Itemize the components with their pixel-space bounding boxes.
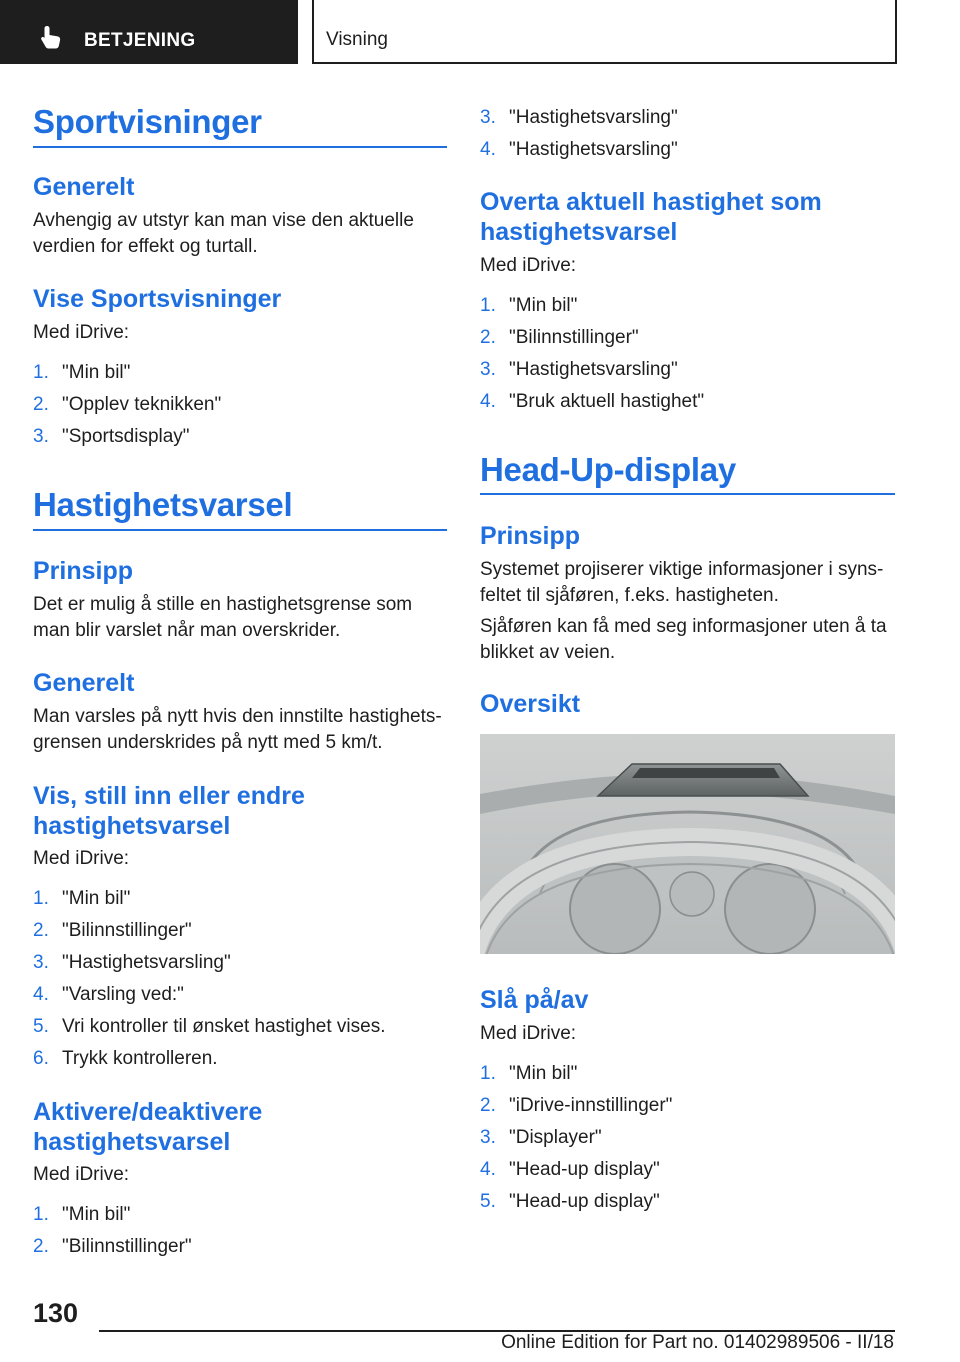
- paragraph-line: Det er mulig å stille en hastighetsgrense som: [33, 594, 413, 615]
- list-text: "Hastighetsvarsling": [509, 139, 678, 160]
- idrive-intro: Med iDrive:: [33, 322, 130, 343]
- edition-text: Online Edition for Part no. 01402989506 - II/18: [501, 1332, 894, 1353]
- list-text: "Min bil": [62, 888, 131, 909]
- pointing-hand-icon: [38, 24, 64, 50]
- list-text: "Opplev teknikken": [62, 394, 222, 415]
- title-rule: [480, 493, 895, 495]
- heading-prinsipp: Prinsipp: [33, 557, 134, 585]
- head-up-display-illustration: [480, 734, 895, 954]
- list-text: "Head-up display": [509, 1159, 660, 1180]
- list-number: 3.: [480, 107, 496, 128]
- list-number: 2.: [33, 394, 49, 415]
- list-text: "Bilinnstillinger": [62, 1236, 192, 1257]
- list-number: 6.: [33, 1048, 49, 1069]
- idrive-intro: Med iDrive:: [33, 848, 130, 869]
- list-item: [480, 358, 678, 382]
- list-number: 5.: [480, 1191, 496, 1212]
- list-item: [480, 1062, 577, 1086]
- list-number: 2.: [480, 1095, 496, 1116]
- title-rule: [33, 146, 447, 148]
- paragraph-line: grensen underskrides på nytt med 5 km/t.: [33, 732, 383, 753]
- list-number: 4.: [480, 391, 496, 412]
- paragraph-line: verdien for effekt og turtall.: [33, 236, 258, 257]
- list-item: [33, 361, 130, 385]
- topic-label: Visning: [326, 29, 388, 50]
- section-title-hastighetsvarsel: Hastighetsvarsel: [33, 486, 293, 523]
- list-item: [33, 425, 190, 449]
- list-text: Vri kontroller til ønsket hastighet vises.: [62, 1016, 386, 1037]
- list-item: [480, 1126, 602, 1150]
- list-number: 3.: [33, 426, 49, 447]
- list-number: 2.: [33, 920, 49, 941]
- list-text: "Hastighetsvarsling": [509, 107, 678, 128]
- idrive-intro: Med iDrive:: [33, 1164, 130, 1185]
- list-item: [33, 1047, 218, 1071]
- list-item: [33, 887, 130, 911]
- list-number: 3.: [33, 952, 49, 973]
- list-text: "Hastighetsvarsling": [62, 952, 231, 973]
- paragraph-line: man blir varslet når man overskrider.: [33, 620, 341, 641]
- heading-sla-pa-av: Slå på/av: [480, 986, 589, 1014]
- list-item: [33, 1015, 385, 1039]
- list-number: 1.: [33, 1204, 49, 1225]
- list-item: [480, 138, 678, 162]
- list-item: [480, 1094, 672, 1118]
- heading-overta: hastighetsvarsel: [480, 218, 678, 246]
- page-number: 130: [33, 1298, 79, 1328]
- section-label: BETJENING: [84, 30, 196, 51]
- heading-oversikt: Oversikt: [480, 690, 581, 718]
- list-number: 4.: [33, 984, 49, 1005]
- list-text: "Varsling ved:": [62, 984, 184, 1005]
- heading-prinsipp: Prinsipp: [480, 522, 581, 550]
- list-item: [480, 1158, 660, 1182]
- list-number: 2.: [480, 327, 496, 348]
- heading-vis-still-inn: Vis, still inn eller endre: [33, 782, 305, 810]
- list-text: "Min bil": [62, 362, 131, 383]
- list-number: 3.: [480, 1127, 496, 1148]
- list-text: "Hastighetsvarsling": [509, 359, 678, 380]
- list-item: [33, 1203, 130, 1227]
- list-text: "Displayer": [509, 1127, 602, 1148]
- list-number: 1.: [33, 888, 49, 909]
- dashboard-illustration: [480, 734, 895, 954]
- paragraph-line: Man varsles på nytt hvis den innstilte hastighets-: [33, 706, 442, 727]
- list-number: 4.: [480, 139, 496, 160]
- list-item: [33, 1235, 192, 1259]
- list-text: "iDrive-innstillinger": [509, 1095, 673, 1116]
- list-text: "Bilinnstillinger": [62, 920, 192, 941]
- heading-generelt: Generelt: [33, 173, 135, 201]
- list-text: "Min bil": [62, 1204, 131, 1225]
- list-number: 1.: [480, 295, 496, 316]
- list-number: 2.: [33, 1236, 49, 1257]
- list-number: 1.: [480, 1063, 496, 1084]
- paragraph-line: Avhengig av utstyr kan man vise den aktuelle: [33, 210, 414, 231]
- list-text: Trykk kontrolleren.: [62, 1048, 218, 1069]
- topic-tab: [312, 0, 897, 64]
- list-number: 3.: [480, 359, 496, 380]
- list-number: 4.: [480, 1159, 496, 1180]
- list-number: 1.: [33, 362, 49, 383]
- paragraph-line: blikket av veien.: [480, 642, 616, 663]
- idrive-intro: Med iDrive:: [480, 255, 577, 276]
- list-item: [33, 951, 231, 975]
- section-tab: [0, 0, 298, 64]
- list-text: "Head-up display": [509, 1191, 660, 1212]
- list-text: "Sportsdisplay": [62, 426, 190, 447]
- title-rule: [33, 529, 447, 531]
- heading-overta: Overta aktuell hastighet som: [480, 188, 822, 216]
- list-number: 5.: [33, 1016, 49, 1037]
- idrive-intro: Med iDrive:: [480, 1023, 577, 1044]
- paragraph-line: Systemet projiserer viktige informasjoner i syns-: [480, 559, 884, 580]
- section-title-head-up-display: Head-Up-display: [480, 451, 736, 488]
- list-item: [480, 294, 577, 318]
- list-text: "Bruk aktuell hastighet": [509, 391, 705, 412]
- heading-vise-sportsvisninger: Vise Sportsvisninger: [33, 285, 282, 313]
- list-item: [33, 983, 184, 1007]
- list-text: "Min bil": [509, 295, 578, 316]
- list-item: [480, 1190, 660, 1214]
- list-text: "Min bil": [509, 1063, 578, 1084]
- list-text: "Bilinnstillinger": [509, 327, 639, 348]
- heading-aktivere: hastighetsvarsel: [33, 1128, 231, 1156]
- heading-vis-still-inn: hastighetsvarsel: [33, 812, 231, 840]
- paragraph-line: feltet til sjåføren, f.eks. hastigheten.: [480, 585, 779, 606]
- heading-generelt: Generelt: [33, 669, 135, 697]
- list-item: [33, 393, 221, 417]
- paragraph-line: Sjåføren kan få med seg informasjoner uten å ta: [480, 616, 887, 637]
- list-item: [33, 919, 192, 943]
- list-item: [480, 390, 704, 414]
- list-item: [480, 326, 639, 350]
- heading-aktivere: Aktivere/deaktivere: [33, 1098, 263, 1126]
- list-item: [480, 106, 678, 130]
- section-title-sportvisninger: Sportvisninger: [33, 103, 262, 140]
